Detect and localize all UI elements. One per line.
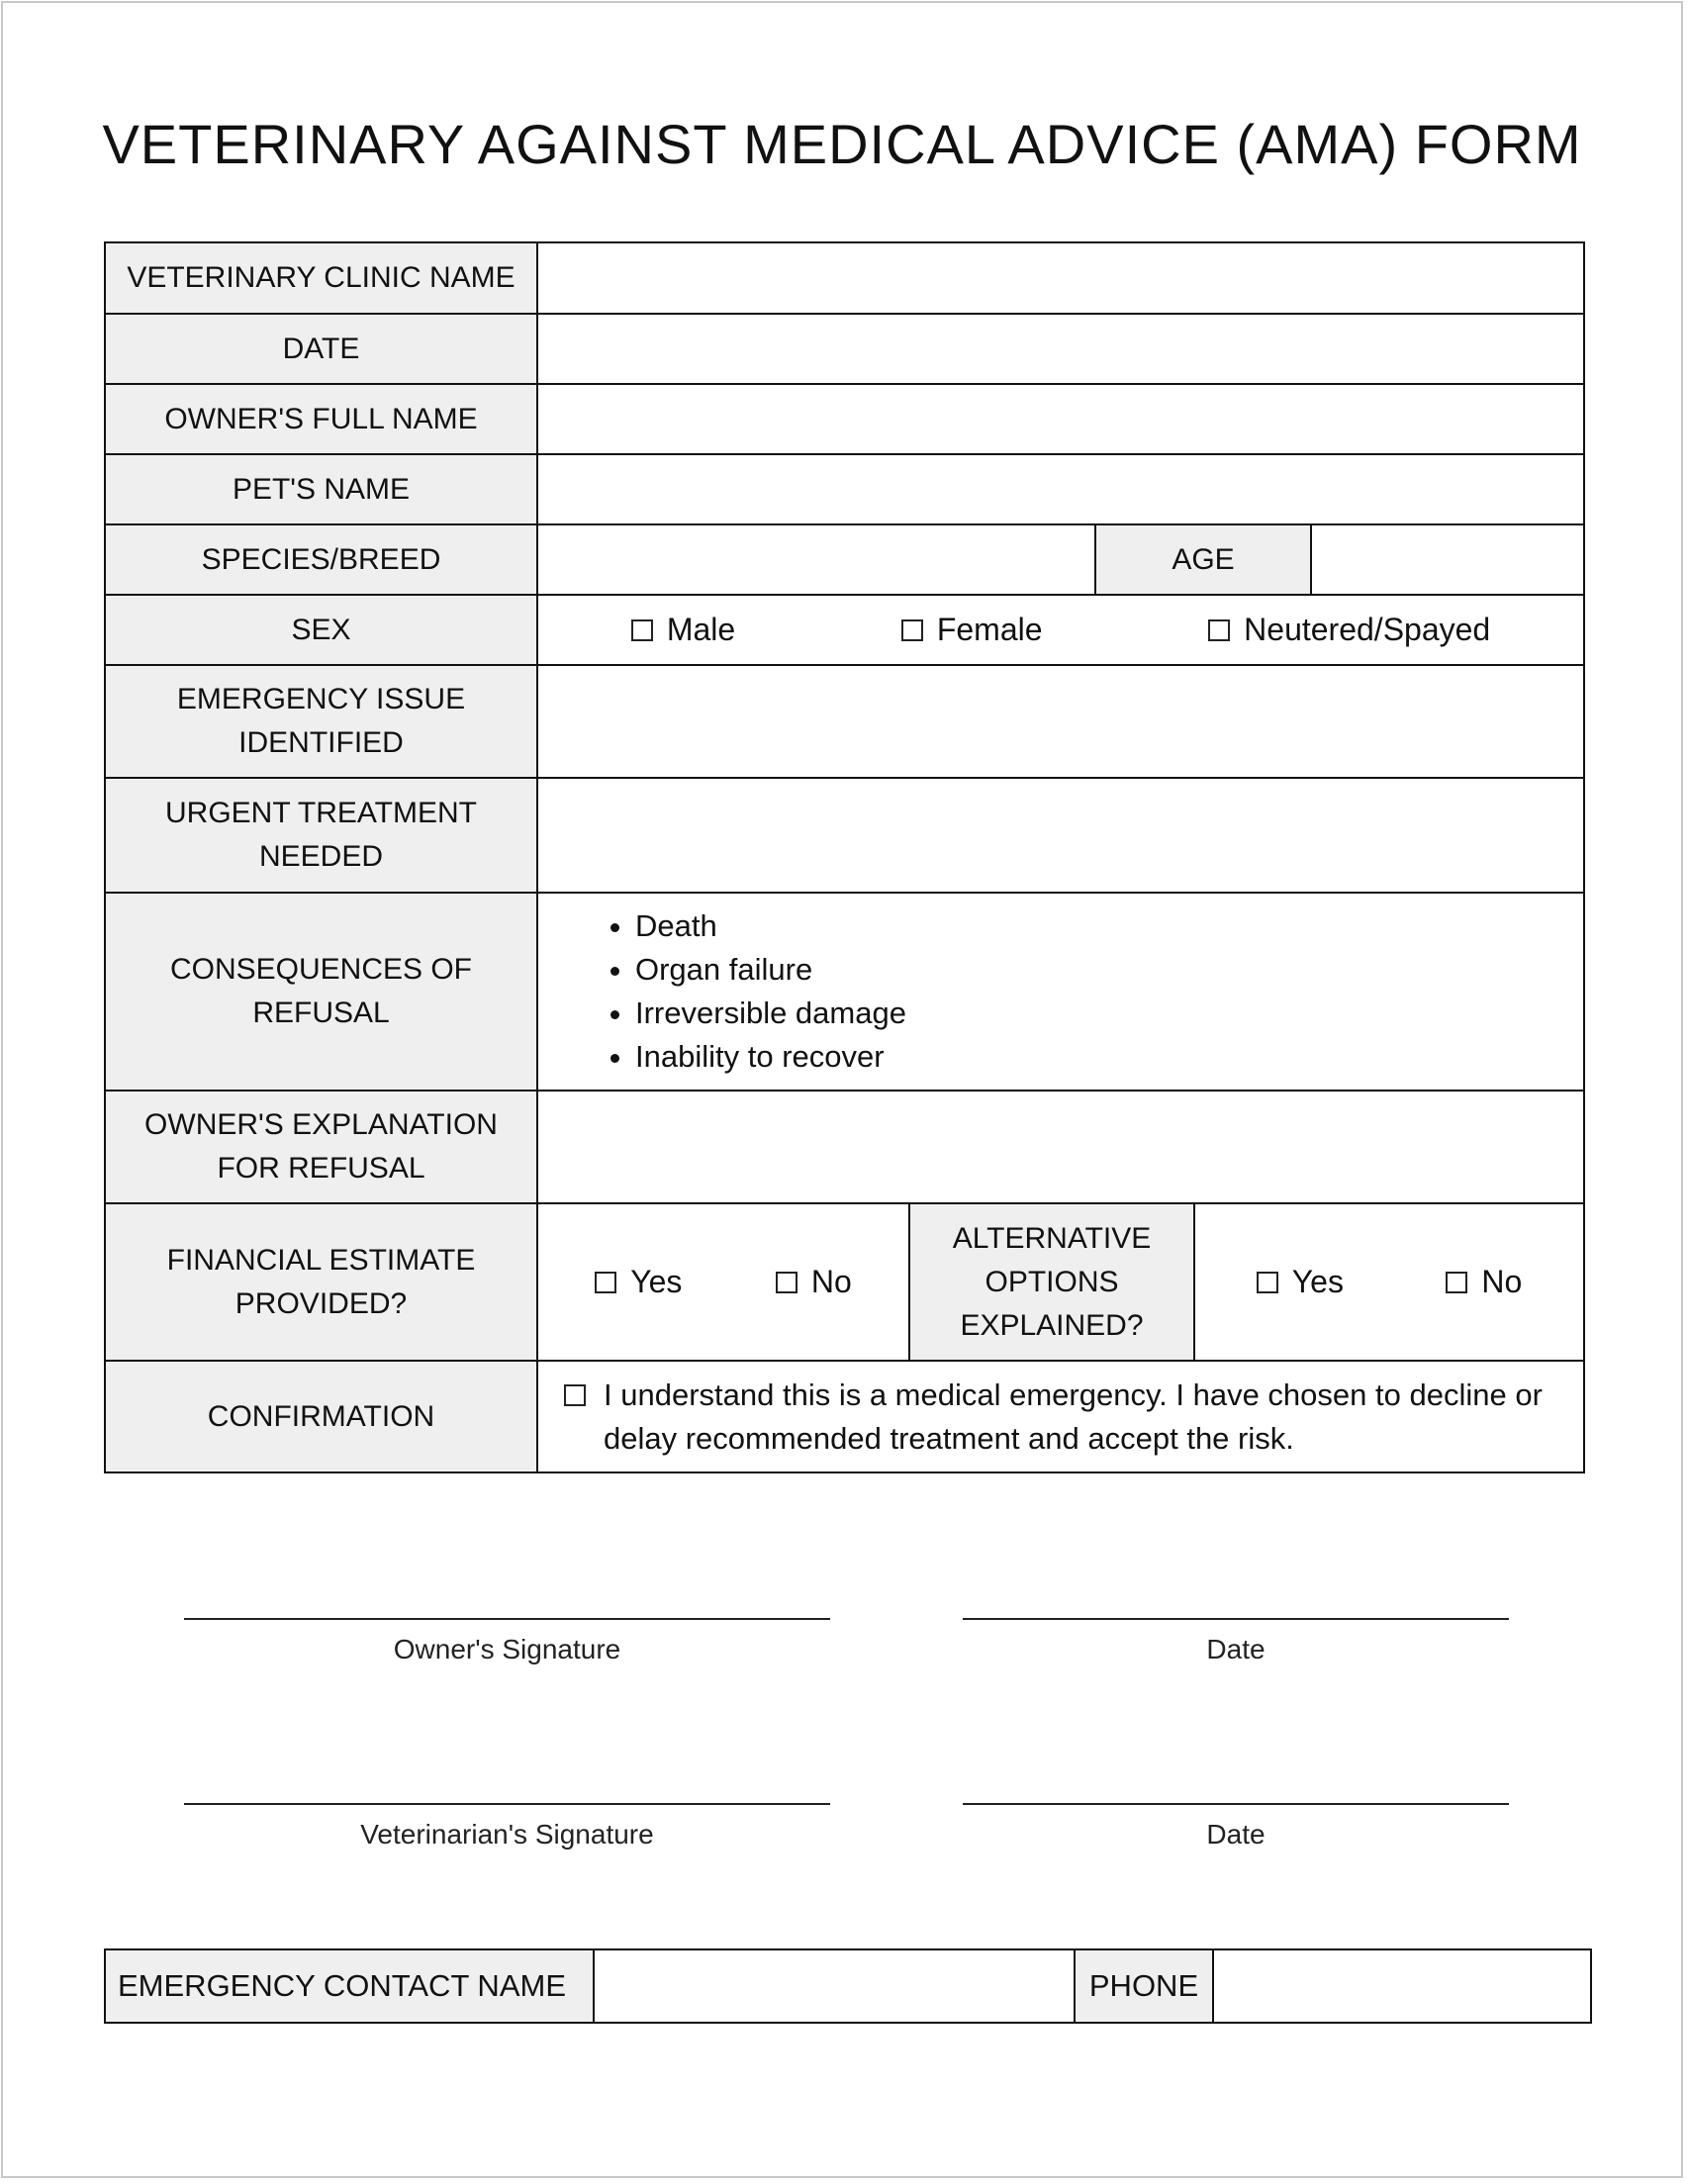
- emergency-contact-table: [104, 1948, 1592, 2024]
- checkbox-icon[interactable]: [1257, 1272, 1278, 1293]
- emergency-contact-name-label: EMERGENCY CONTACT NAME: [105, 1949, 594, 2023]
- page-title: VETERINARY AGAINST MEDICAL ADVICE (AMA) FORM: [102, 113, 1582, 175]
- ama-form-table: [104, 241, 1585, 1473]
- financial-estimate-no[interactable]: No: [776, 1264, 852, 1300]
- confirmation-label: CONFIRMATION: [105, 1361, 537, 1472]
- phone-label: PHONE: [1075, 1949, 1213, 2023]
- species-breed-field[interactable]: [537, 524, 1095, 595]
- sex-option-male[interactable]: Male: [631, 612, 735, 648]
- checkbox-icon[interactable]: [595, 1272, 616, 1293]
- urgent-treatment-field[interactable]: [537, 778, 1584, 893]
- checkbox-icon[interactable]: [1446, 1272, 1467, 1293]
- urgent-treatment-label: URGENT TREATMENT NEEDED: [105, 778, 537, 893]
- list-item: • Death: [635, 904, 1573, 948]
- owner-date-line[interactable]: [963, 1618, 1509, 1620]
- vet-date-label: Date: [1206, 1819, 1266, 1850]
- owner-name-field[interactable]: [537, 384, 1584, 454]
- owner-date-label: Date: [1206, 1634, 1266, 1664]
- form-page: [1, 1, 1683, 2178]
- checkbox-icon[interactable]: [901, 619, 923, 641]
- alternative-options-label: ALTERNATIVE OPTIONS EXPLAINED?: [909, 1203, 1194, 1361]
- owner-signature-label: Owner's Signature: [393, 1634, 621, 1664]
- phone-field[interactable]: [1213, 1949, 1591, 2023]
- financial-estimate-label: FINANCIAL ESTIMATE PROVIDED?: [105, 1203, 537, 1361]
- vet-signature-label: Veterinarian's Signature: [360, 1819, 654, 1850]
- date-field[interactable]: [537, 314, 1584, 384]
- emergency-issue-label: EMERGENCY ISSUE IDENTIFIED: [105, 665, 537, 778]
- consequences-list: [548, 904, 1573, 1079]
- alternative-options-yes[interactable]: Yes: [1257, 1264, 1344, 1300]
- alternative-options-no[interactable]: No: [1446, 1264, 1522, 1300]
- vet-date-line[interactable]: [963, 1803, 1509, 1805]
- clinic-name-field[interactable]: [537, 242, 1584, 314]
- age-field[interactable]: [1311, 524, 1584, 595]
- confirmation-text: I understand this is a medical emergency. I have chosen to decline or delay recommended treatment and accept the risk.: [604, 1377, 1543, 1456]
- clinic-name-label: VETERINARY CLINIC NAME: [105, 242, 537, 314]
- checkbox-icon[interactable]: [631, 619, 653, 641]
- sex-option-neutered-spayed[interactable]: Neutered/Spayed: [1208, 612, 1490, 648]
- species-breed-label: SPECIES/BREED: [105, 524, 537, 595]
- pet-name-field[interactable]: [537, 454, 1584, 524]
- owner-explanation-label: OWNER'S EXPLANATION FOR REFUSAL: [105, 1091, 537, 1203]
- emergency-issue-field[interactable]: [537, 665, 1584, 778]
- financial-estimate-yes[interactable]: Yes: [595, 1264, 682, 1300]
- checkbox-icon[interactable]: [776, 1272, 797, 1293]
- owner-name-label: OWNER'S FULL NAME: [105, 384, 537, 454]
- confirmation-cell: [537, 1361, 1584, 1472]
- emergency-contact-name-field[interactable]: [594, 1949, 1075, 2023]
- sex-option-female[interactable]: Female: [901, 612, 1043, 648]
- pet-name-label: PET'S NAME: [105, 454, 537, 524]
- checkbox-icon[interactable]: [1208, 619, 1230, 641]
- vet-signature-line[interactable]: [184, 1803, 830, 1805]
- owner-explanation-field[interactable]: [537, 1091, 1584, 1203]
- financial-estimate-options: [537, 1203, 909, 1361]
- sex-options: [537, 595, 1584, 665]
- age-label: AGE: [1095, 524, 1311, 595]
- checkbox-icon[interactable]: [564, 1384, 586, 1406]
- alternative-options-options: [1194, 1203, 1584, 1361]
- owner-signature-line[interactable]: [184, 1618, 830, 1620]
- list-item: • Inability to recover: [635, 1035, 1573, 1079]
- date-label: DATE: [105, 314, 537, 384]
- list-item: • Irreversible damage: [635, 992, 1573, 1035]
- consequences-list-cell: [537, 893, 1584, 1091]
- list-item: • Organ failure: [635, 948, 1573, 992]
- consequences-label: CONSEQUENCES OF REFUSAL: [105, 893, 537, 1091]
- sex-label: SEX: [105, 595, 537, 665]
